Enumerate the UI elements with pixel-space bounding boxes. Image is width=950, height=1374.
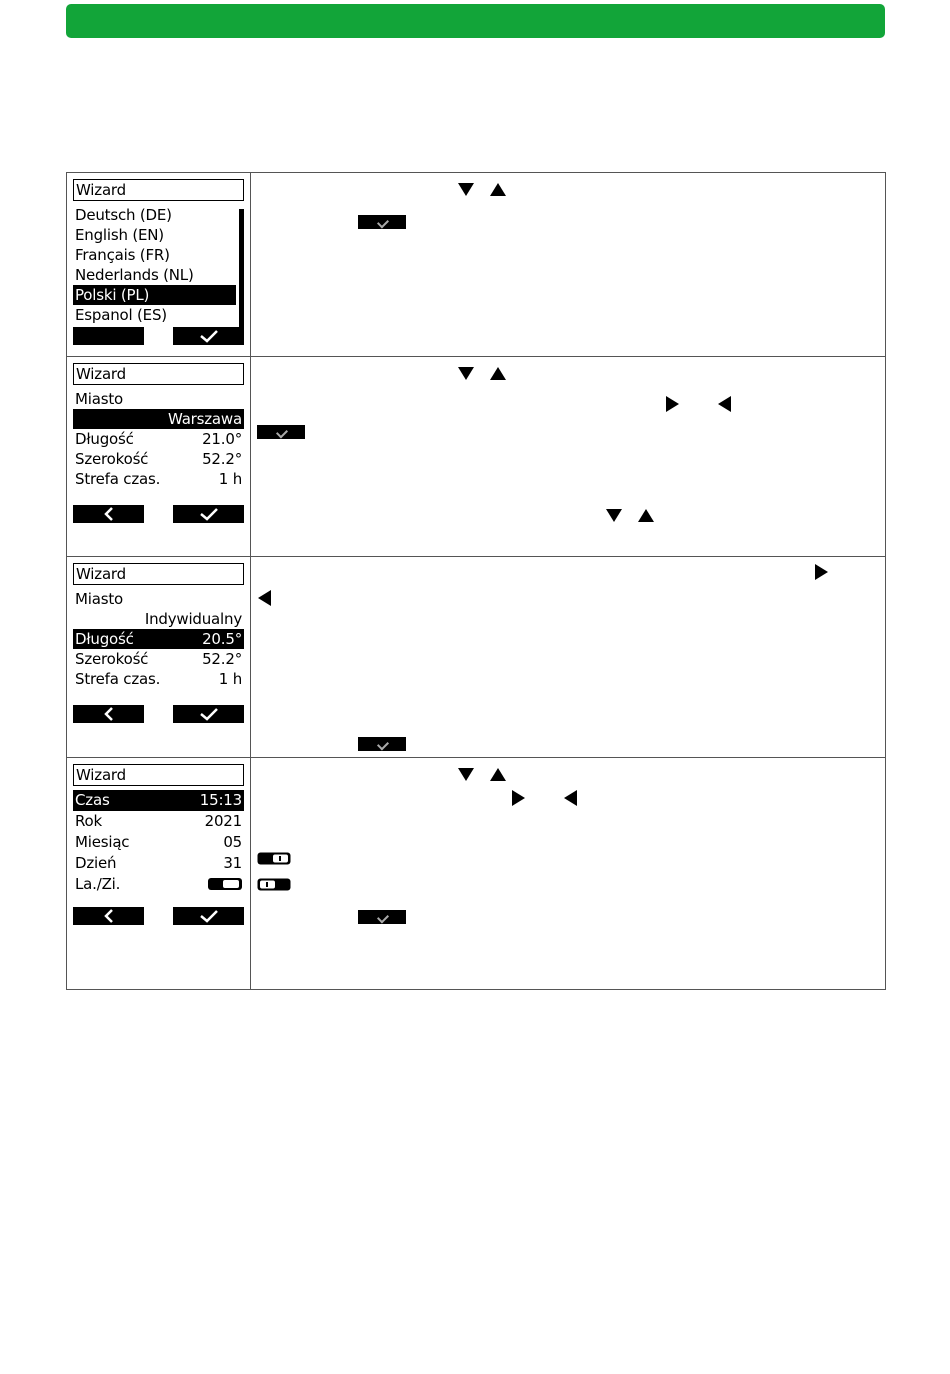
lcd-city-screen [73, 363, 244, 523]
language-item[interactable]: Français (FR) [75, 246, 170, 264]
up-triangle-icon [637, 507, 655, 523]
down-triangle-icon [457, 365, 475, 381]
language-item[interactable]: Espanol (ES) [75, 306, 167, 324]
city-label: Miasto [75, 590, 123, 608]
left-triangle-icon [563, 789, 579, 807]
step-city-row [67, 357, 886, 557]
confirm-softkey[interactable] [173, 705, 244, 723]
back-chevron-icon [102, 707, 116, 721]
ok-button-icon [358, 737, 406, 751]
city-value[interactable]: Warszawa [73, 409, 244, 429]
timezone-row[interactable]: Strefa czas. 1 h [75, 670, 242, 688]
longitude-row[interactable]: Długość 20.5° [75, 630, 242, 648]
check-icon [199, 909, 219, 923]
ok-button-icon [358, 910, 406, 924]
right-triangle-icon [664, 395, 680, 413]
up-triangle-icon [489, 181, 507, 197]
language-item[interactable]: Nederlands (NL) [75, 266, 194, 284]
header-bar [66, 4, 885, 38]
winter-time-toggle-icon [257, 878, 291, 891]
ok-button-icon [358, 215, 406, 229]
left-triangle-icon [257, 589, 273, 607]
lcd-coordinates-screen [73, 563, 244, 723]
step-datetime-row [67, 758, 886, 990]
back-chevron-icon [102, 507, 116, 521]
lcd-language-screen [73, 179, 244, 345]
city-value[interactable]: Indywidualny [144, 610, 242, 628]
language-item-selected[interactable]: Polski (PL) [73, 285, 236, 305]
right-triangle-icon [813, 563, 829, 581]
up-triangle-icon [489, 766, 507, 782]
lcd-datetime-screen [73, 764, 244, 925]
summer-time-toggle-icon[interactable] [208, 878, 242, 890]
confirm-softkey[interactable] [173, 505, 244, 523]
day-row[interactable]: Dzień 31 [75, 854, 242, 872]
year-row[interactable]: Rok 2021 [75, 812, 242, 830]
check-icon [199, 329, 219, 343]
language-item[interactable]: English (EN) [75, 226, 164, 244]
latitude-row[interactable]: Szerokość 52.2° [75, 650, 242, 668]
back-softkey[interactable] [73, 505, 144, 523]
left-softkey[interactable] [73, 327, 144, 345]
left-triangle-icon [717, 395, 733, 413]
wizard-steps-table [66, 172, 886, 990]
down-triangle-icon [605, 507, 623, 523]
time-row[interactable]: Czas 15:13 [75, 791, 242, 809]
lcd-title: Wizard [73, 363, 244, 385]
summer-winter-row[interactable]: La./Zi. [73, 874, 244, 895]
check-icon [199, 507, 219, 521]
back-chevron-icon [102, 909, 116, 923]
month-row[interactable]: Miesiąc 05 [75, 833, 242, 851]
longitude-row[interactable]: Długość 21.0° [75, 430, 242, 448]
ok-button-icon [257, 425, 305, 439]
language-list [73, 205, 244, 325]
down-triangle-icon [457, 766, 475, 782]
down-triangle-icon [457, 181, 475, 197]
city-label: Miasto [75, 390, 123, 408]
lcd-title: Wizard [73, 179, 244, 201]
up-triangle-icon [489, 365, 507, 381]
step-coordinates-row [67, 557, 886, 758]
lcd-title: Wizard [73, 563, 244, 585]
right-triangle-icon [510, 789, 526, 807]
scrollbar[interactable] [239, 209, 244, 333]
lcd-title: Wizard [73, 764, 244, 786]
check-icon [199, 707, 219, 721]
back-softkey[interactable] [73, 907, 144, 925]
back-softkey[interactable] [73, 705, 144, 723]
timezone-row[interactable]: Strefa czas. 1 h [75, 470, 242, 488]
confirm-softkey[interactable] [173, 327, 244, 345]
confirm-softkey[interactable] [173, 907, 244, 925]
language-item[interactable]: Deutsch (DE) [75, 206, 172, 224]
latitude-row[interactable]: Szerokość 52.2° [75, 450, 242, 468]
summer-time-toggle-icon [257, 852, 291, 865]
step-language-row [67, 173, 886, 357]
